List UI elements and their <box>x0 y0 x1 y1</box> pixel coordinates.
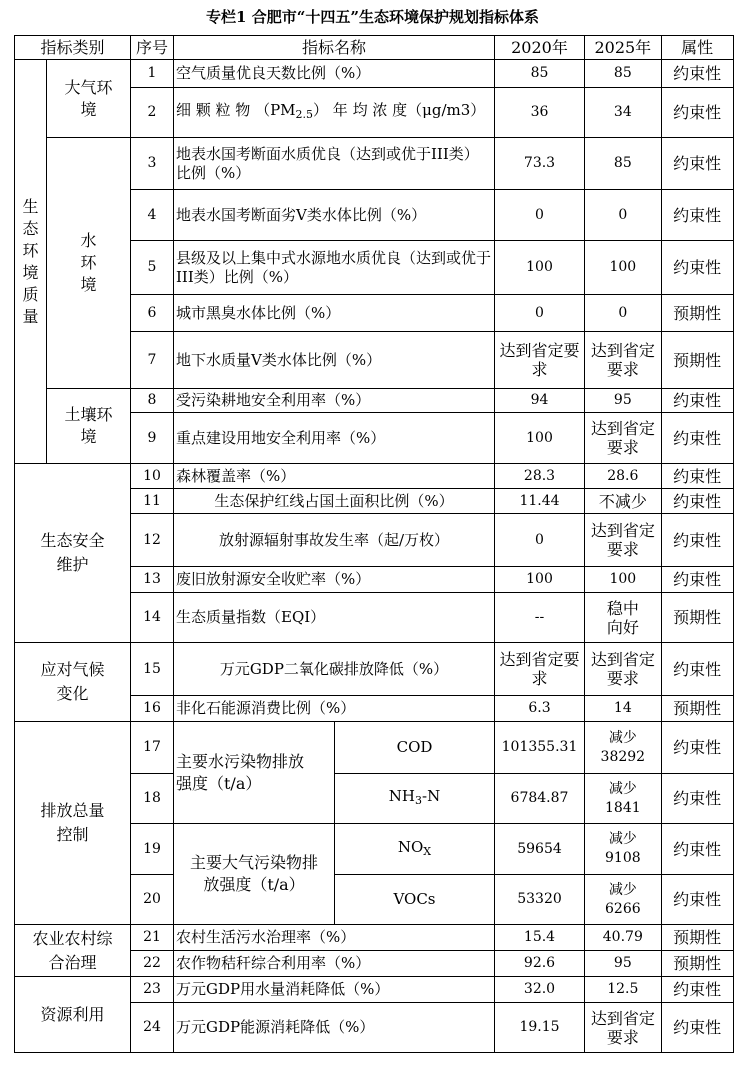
name-cell: 农村生活污水治理率（%） <box>174 925 495 951</box>
seq-cell: 1 <box>131 60 174 88</box>
header-category: 指标类别 <box>15 36 131 60</box>
attr-cell: 约束性 <box>661 489 733 514</box>
table-title: 专栏1 合肥市“十四五”生态环境保护规划指标体系 <box>206 8 539 26</box>
name-cell: 县级及以上集中式水源地水质优良（达到或优于III类）比例（%） <box>174 241 495 295</box>
value-2025: 减少1841 <box>585 774 662 824</box>
value-2025: 28.6 <box>585 464 662 489</box>
value-2020: 94 <box>495 389 585 413</box>
header-seq: 序号 <box>131 36 174 60</box>
value-2020: 达到省定要求 <box>495 643 585 696</box>
attr-cell: 约束性 <box>661 514 733 567</box>
name-cell: 地表水国考断面水质优良（达到或优于III类）比例（%） <box>174 138 495 190</box>
attr-cell: 约束性 <box>661 567 733 593</box>
value-2020: 19.15 <box>495 1003 585 1053</box>
table-row <box>15 464 734 489</box>
seq-cell: 19 <box>131 824 174 875</box>
value-2025: 0 <box>585 295 662 332</box>
seq-cell: 2 <box>131 88 174 138</box>
seq-cell: 10 <box>131 464 174 489</box>
name-cell: 重点建设用地安全利用率（%） <box>174 413 495 464</box>
value-2025: 达到省定要求 <box>585 514 662 567</box>
value-2025: 95 <box>585 951 662 977</box>
value-2025: 0 <box>585 190 662 241</box>
pollutant-cell: COD <box>335 722 495 774</box>
attr-cell: 约束性 <box>661 1003 733 1053</box>
table-row <box>15 138 734 190</box>
value-2025: 达到省定要求 <box>585 1003 662 1053</box>
value-2020: 0 <box>495 295 585 332</box>
header-2025: 2025年 <box>585 36 662 60</box>
table-row <box>15 977 734 1003</box>
value-2020: 0 <box>495 514 585 567</box>
value-2025: 85 <box>585 60 662 88</box>
group-eco-quality: 生 态 环 境 质 量 <box>15 60 47 464</box>
name-cell: 生态保护红线占国土面积比例（%） <box>174 489 495 514</box>
name-part: 细 颗 粒 物 （PM <box>176 101 296 119</box>
seq-cell: 18 <box>131 774 174 824</box>
group-rural: 农业农村综 合治理 <box>15 925 131 977</box>
value-2020: 101355.31 <box>495 722 585 774</box>
table-row <box>15 925 734 951</box>
name-cell: 非化石能源消费比例（%） <box>174 696 495 722</box>
value-2025: 85 <box>585 138 662 190</box>
name-cell: 森林覆盖率（%） <box>174 464 495 489</box>
pollutant-part: NO <box>397 837 424 856</box>
header-name: 指标名称 <box>174 36 495 60</box>
value-2025: 不减少 <box>585 489 662 514</box>
pollutant-subscript: 3 <box>415 794 422 807</box>
value-2025: 达到省定要求 <box>585 332 662 389</box>
name-cell: 地表水国考断面劣V类水体比例（%） <box>174 190 495 241</box>
attr-cell: 预期性 <box>661 951 733 977</box>
attr-cell: 约束性 <box>661 977 733 1003</box>
seq-cell: 13 <box>131 567 174 593</box>
name-cell: 万元GDP能源消耗降低（%） <box>174 1003 495 1053</box>
seq-cell: 24 <box>131 1003 174 1053</box>
table-row <box>15 60 734 88</box>
name-cell <box>174 88 495 138</box>
value-2025: 达到省定要求 <box>585 643 662 696</box>
value-2025: 100 <box>585 567 662 593</box>
seq-cell: 20 <box>131 875 174 925</box>
seq-cell: 3 <box>131 138 174 190</box>
attr-cell: 预期性 <box>661 593 733 643</box>
name-cell: 万元GDP用水量消耗降低（%） <box>174 977 495 1003</box>
seq-cell: 16 <box>131 696 174 722</box>
name-cell: 受污染耕地安全利用率（%） <box>174 389 495 413</box>
name-cell: 城市黑臭水体比例（%） <box>174 295 495 332</box>
value-2025: 100 <box>585 241 662 295</box>
seq-cell: 22 <box>131 951 174 977</box>
value-2020: 0 <box>495 190 585 241</box>
value-2025: 34 <box>585 88 662 138</box>
value-2020: 达到省定要求 <box>495 332 585 389</box>
attr-cell: 约束性 <box>661 722 733 774</box>
group-air: 大气环 境 <box>47 60 131 138</box>
attr-cell: 约束性 <box>661 413 733 464</box>
value-2020: -- <box>495 593 585 643</box>
name-cell: 生态质量指数（EQI） <box>174 593 495 643</box>
attr-cell: 预期性 <box>661 925 733 951</box>
water-pollutant-group: 主要水污染物排放 强度（t/a） <box>174 722 335 824</box>
group-resource: 资源利用 <box>15 977 131 1053</box>
group-water: 水 环 境 <box>47 138 131 389</box>
indicator-table <box>14 35 734 1053</box>
seq-cell: 12 <box>131 514 174 567</box>
seq-cell: 4 <box>131 190 174 241</box>
value-2020: 100 <box>495 241 585 295</box>
pollutant-cell <box>335 774 495 824</box>
group-emission: 排放总量 控制 <box>15 722 131 925</box>
name-cell: 万元GDP二氧化碳排放降低（%） <box>174 643 495 696</box>
value-2020: 73.3 <box>495 138 585 190</box>
attr-cell: 约束性 <box>661 190 733 241</box>
value-2025: 40.79 <box>585 925 662 951</box>
value-2025: 达到省定要求 <box>585 413 662 464</box>
attr-cell: 约束性 <box>661 774 733 824</box>
air-pollutant-group: 主要大气污染物排 放强度（t/a） <box>174 824 335 925</box>
attr-cell: 约束性 <box>661 60 733 88</box>
value-2020: 59654 <box>495 824 585 875</box>
seq-cell: 21 <box>131 925 174 951</box>
attr-cell: 约束性 <box>661 241 733 295</box>
attr-cell: 预期性 <box>661 295 733 332</box>
value-2020: 100 <box>495 567 585 593</box>
value-2020: 32.0 <box>495 977 585 1003</box>
attr-cell: 约束性 <box>661 88 733 138</box>
table-row <box>15 643 734 696</box>
attr-cell: 约束性 <box>661 643 733 696</box>
name-subscript: 2.5 <box>295 108 314 121</box>
group-soil: 土壤环 境 <box>47 389 131 464</box>
value-2025: 减少38292 <box>585 722 662 774</box>
name-cell: 农作物秸秆综合利用率（%） <box>174 951 495 977</box>
value-2020: 6.3 <box>495 696 585 722</box>
value-2020: 11.44 <box>495 489 585 514</box>
group-eco-safety: 生态安全 维护 <box>15 464 131 643</box>
header-attr: 属性 <box>661 36 733 60</box>
pollutant-cell <box>335 824 495 875</box>
attr-cell: 预期性 <box>661 696 733 722</box>
value-2020: 85 <box>495 60 585 88</box>
value-2020: 15.4 <box>495 925 585 951</box>
attr-cell: 约束性 <box>661 138 733 190</box>
seq-cell: 11 <box>131 489 174 514</box>
seq-cell: 7 <box>131 332 174 389</box>
value-2025: 14 <box>585 696 662 722</box>
attr-cell: 约束性 <box>661 464 733 489</box>
value-2025: 减少6266 <box>585 875 662 925</box>
table-row <box>15 722 734 774</box>
name-cell: 空气质量优良天数比例（%） <box>174 60 495 88</box>
name-cell: 地下水质量V类水体比例（%） <box>174 332 495 389</box>
value-2020: 6784.87 <box>495 774 585 824</box>
name-part: ） 年 均 浓 度（μg/m3） <box>313 101 486 119</box>
value-2025: 12.5 <box>585 977 662 1003</box>
value-2020: 92.6 <box>495 951 585 977</box>
pollutant-part: NH <box>388 787 415 805</box>
attr-cell: 约束性 <box>661 875 733 925</box>
pollutant-subscript: X <box>423 844 432 858</box>
seq-cell: 8 <box>131 389 174 413</box>
seq-cell: 17 <box>131 722 174 774</box>
pollutant-cell: VOCs <box>335 875 495 925</box>
name-cell: 废旧放射源安全收贮率（%） <box>174 567 495 593</box>
pollutant-part: -N <box>422 787 441 805</box>
attr-cell: 约束性 <box>661 389 733 413</box>
value-2020: 36 <box>495 88 585 138</box>
value-2020: 28.3 <box>495 464 585 489</box>
value-2025: 95 <box>585 389 662 413</box>
value-2020: 53320 <box>495 875 585 925</box>
seq-cell: 23 <box>131 977 174 1003</box>
header-row <box>15 36 734 60</box>
value-2020: 100 <box>495 413 585 464</box>
group-climate: 应对气候 变化 <box>15 643 131 722</box>
attr-cell: 约束性 <box>661 824 733 875</box>
attr-cell: 预期性 <box>661 332 733 389</box>
seq-cell: 14 <box>131 593 174 643</box>
name-cell: 放射源辐射事故发生率（起/万枚） <box>174 514 495 567</box>
seq-cell: 6 <box>131 295 174 332</box>
seq-cell: 9 <box>131 413 174 464</box>
header-2020: 2020年 <box>495 36 585 60</box>
value-2025: 减少9108 <box>585 824 662 875</box>
table-row <box>15 389 734 413</box>
value-2025: 稳中向好 <box>585 593 662 643</box>
seq-cell: 5 <box>131 241 174 295</box>
seq-cell: 15 <box>131 643 174 696</box>
